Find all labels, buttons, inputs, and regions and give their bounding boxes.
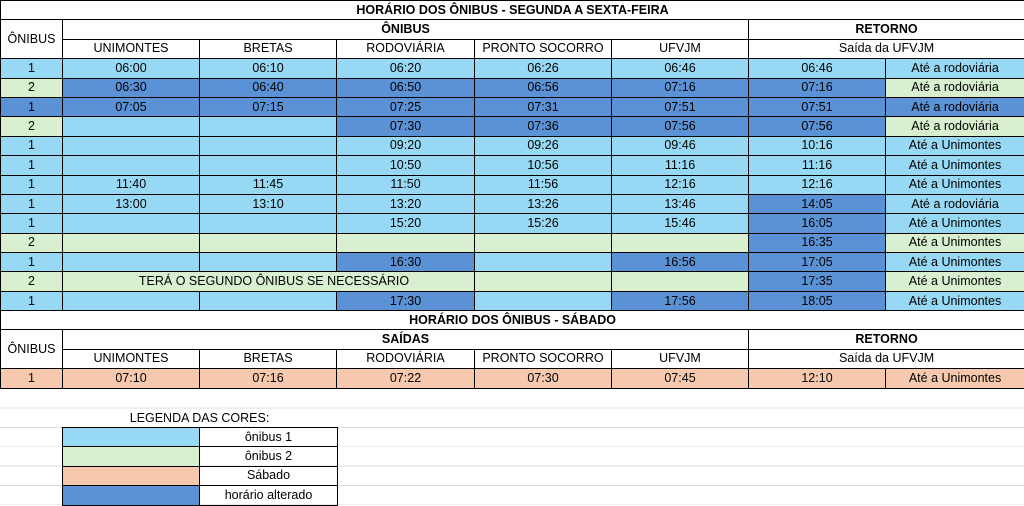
time-cell xyxy=(63,136,200,155)
col-header-bretas: BRETAS xyxy=(200,349,337,368)
destination-cell: Até a rodoviária xyxy=(886,78,1024,97)
time-cell: 13:46 xyxy=(612,194,749,213)
time-cell: 11:50 xyxy=(337,175,475,194)
time-cell: 17:56 xyxy=(612,291,749,310)
table-row xyxy=(1,175,1024,194)
return-time-cell: 12:16 xyxy=(749,175,886,194)
time-cell: 07:31 xyxy=(475,97,612,116)
time-cell: 16:56 xyxy=(612,253,749,272)
table-row xyxy=(1,194,1024,213)
saturday-schedule-table xyxy=(0,310,1024,389)
destination-cell: Até a Unimontes xyxy=(886,291,1024,310)
table-row xyxy=(1,272,1024,291)
time-cell: 07:51 xyxy=(612,97,749,116)
legend-label: ônibus 2 xyxy=(200,447,338,466)
col-header-ufvjm: UFVJM xyxy=(612,39,749,58)
legend-label: horário alterado xyxy=(200,486,338,505)
time-cell: 11:16 xyxy=(612,156,749,175)
return-time-cell: 10:16 xyxy=(749,136,886,155)
bus-cell: 1 xyxy=(1,369,63,388)
return-time-cell: 14:05 xyxy=(749,194,886,213)
time-cell xyxy=(475,233,612,252)
destination-cell: Até a Unimontes xyxy=(886,214,1024,233)
bus-cell: 1 xyxy=(1,59,63,78)
col-header-saida-ufvjm: Saída da UFVJM xyxy=(749,39,1024,58)
time-cell xyxy=(475,272,612,291)
destination-cell: Até a rodoviária xyxy=(886,97,1024,116)
return-time-cell: 16:05 xyxy=(749,214,886,233)
time-cell xyxy=(63,291,200,310)
time-cell xyxy=(63,156,200,175)
legend-swatch-alterado xyxy=(63,486,200,505)
color-legend xyxy=(62,427,338,506)
time-cell xyxy=(475,291,612,310)
time-cell xyxy=(63,253,200,272)
time-cell: 07:36 xyxy=(475,117,612,136)
col-header-unimontes: UNIMONTES xyxy=(63,39,200,58)
legend-item xyxy=(63,466,338,485)
table-row xyxy=(1,253,1024,272)
time-cell xyxy=(200,214,337,233)
legend-title: LEGENDA DAS CORES: xyxy=(62,409,337,427)
time-cell: 12:16 xyxy=(612,175,749,194)
bus-cell: 1 xyxy=(1,156,63,175)
time-cell: 10:50 xyxy=(337,156,475,175)
time-cell: 09:26 xyxy=(475,136,612,155)
bus-cell: 1 xyxy=(1,214,63,233)
return-time-cell: 16:35 xyxy=(749,233,886,252)
legend-item xyxy=(63,447,338,466)
time-cell: 11:45 xyxy=(200,175,337,194)
time-cell xyxy=(200,253,337,272)
destination-cell: Até a Unimontes xyxy=(886,272,1024,291)
retorno-header: RETORNO xyxy=(749,20,1024,39)
return-time-cell: 07:56 xyxy=(749,117,886,136)
time-cell xyxy=(200,291,337,310)
weekday-title: HORÁRIO DOS ÔNIBUS - SEGUNDA A SEXTA-FEIRA xyxy=(1,1,1024,20)
table-row xyxy=(1,78,1024,97)
bus-cell: 2 xyxy=(1,272,63,291)
return-time-cell: 07:51 xyxy=(749,97,886,116)
time-cell: 07:30 xyxy=(337,117,475,136)
time-cell: 06:10 xyxy=(200,59,337,78)
return-time-cell: 07:16 xyxy=(749,78,886,97)
destination-cell: Até a rodoviária xyxy=(886,194,1024,213)
time-cell: 09:20 xyxy=(337,136,475,155)
table-row xyxy=(1,369,1024,388)
time-cell: 10:56 xyxy=(475,156,612,175)
time-cell: 07:05 xyxy=(63,97,200,116)
legend-swatch-sabado xyxy=(63,466,200,485)
bus-cell: 2 xyxy=(1,117,63,136)
time-cell: 07:10 xyxy=(63,369,200,388)
bus-cell: 1 xyxy=(1,97,63,116)
time-cell: 17:30 xyxy=(337,291,475,310)
col-header-pronto-socorro: PRONTO SOCORRO xyxy=(475,39,612,58)
time-cell: 11:40 xyxy=(63,175,200,194)
retorno-header: RETORNO xyxy=(749,330,1024,349)
time-cell: 06:26 xyxy=(475,59,612,78)
onibus-header: ÔNIBUS xyxy=(1,330,63,369)
destination-cell: Até a Unimontes xyxy=(886,136,1024,155)
time-cell: 13:00 xyxy=(63,194,200,213)
return-time-cell: 06:46 xyxy=(749,59,886,78)
table-row xyxy=(1,233,1024,252)
time-cell: 06:20 xyxy=(337,59,475,78)
destination-cell: Até a rodoviária xyxy=(886,117,1024,136)
time-cell: 15:26 xyxy=(475,214,612,233)
time-cell: 06:30 xyxy=(63,78,200,97)
time-cell: 06:40 xyxy=(200,78,337,97)
legend-item xyxy=(63,486,338,505)
table-row xyxy=(1,59,1024,78)
time-cell: 15:46 xyxy=(612,214,749,233)
time-cell: 07:22 xyxy=(337,369,475,388)
time-cell: 07:15 xyxy=(200,97,337,116)
table-row xyxy=(1,117,1024,136)
destination-cell: Até a Unimontes xyxy=(886,369,1024,388)
time-cell xyxy=(63,117,200,136)
time-cell xyxy=(63,214,200,233)
time-cell xyxy=(200,136,337,155)
time-cell: 07:56 xyxy=(612,117,749,136)
bus-cell: 1 xyxy=(1,253,63,272)
legend-swatch-onibus2 xyxy=(63,447,200,466)
col-header-pronto-socorro: PRONTO SOCORRO xyxy=(475,349,612,368)
bus-cell: 1 xyxy=(1,175,63,194)
col-header-bretas: BRETAS xyxy=(200,39,337,58)
time-cell xyxy=(200,233,337,252)
col-header-rodoviaria: RODOVIÁRIA xyxy=(337,349,475,368)
time-cell: 09:46 xyxy=(612,136,749,155)
time-cell xyxy=(337,233,475,252)
time-cell: 06:00 xyxy=(63,59,200,78)
col-header-ufvjm: UFVJM xyxy=(612,349,749,368)
destination-cell: Até a rodoviária xyxy=(886,59,1024,78)
time-cell xyxy=(200,117,337,136)
table-row xyxy=(1,136,1024,155)
col-header-rodoviaria: RODOVIÁRIA xyxy=(337,39,475,58)
destination-cell: Até a Unimontes xyxy=(886,175,1024,194)
destination-cell: Até a Unimontes xyxy=(886,253,1024,272)
table-row xyxy=(1,291,1024,310)
return-time-cell: 12:10 xyxy=(749,369,886,388)
time-cell: 06:50 xyxy=(337,78,475,97)
time-cell: 07:16 xyxy=(612,78,749,97)
time-cell: 07:16 xyxy=(200,369,337,388)
return-time-cell: 17:05 xyxy=(749,253,886,272)
saidas-header: SAÍDAS xyxy=(63,330,749,349)
time-cell xyxy=(612,233,749,252)
col-header-saida-ufvjm: Saída da UFVJM xyxy=(749,349,1024,368)
time-cell: 13:10 xyxy=(200,194,337,213)
onibus-header: ÔNIBUS xyxy=(1,20,63,59)
onibus-group-header: ÔNIBUS xyxy=(63,20,749,39)
table-row xyxy=(1,214,1024,233)
bus-cell: 2 xyxy=(1,233,63,252)
col-header-unimontes: UNIMONTES xyxy=(63,349,200,368)
time-cell: 07:25 xyxy=(337,97,475,116)
time-cell xyxy=(63,233,200,252)
destination-cell: Até a Unimontes xyxy=(886,156,1024,175)
bus-cell: 1 xyxy=(1,194,63,213)
time-cell: 06:56 xyxy=(475,78,612,97)
saturday-title: HORÁRIO DOS ÔNIBUS - SÁBADO xyxy=(1,311,1024,330)
return-time-cell: 17:35 xyxy=(749,272,886,291)
time-cell xyxy=(612,272,749,291)
time-cell xyxy=(200,156,337,175)
legend-swatch-onibus1 xyxy=(63,428,200,447)
table-row xyxy=(1,156,1024,175)
second-bus-note: TERÁ O SEGUNDO ÔNIBUS SE NECESSÁRIO xyxy=(63,272,475,291)
time-cell: 07:30 xyxy=(475,369,612,388)
bus-cell: 1 xyxy=(1,136,63,155)
time-cell: 07:45 xyxy=(612,369,749,388)
time-cell: 06:46 xyxy=(612,59,749,78)
time-cell: 16:30 xyxy=(337,253,475,272)
time-cell xyxy=(475,253,612,272)
legend-label: ônibus 1 xyxy=(200,428,338,447)
bus-cell: 2 xyxy=(1,78,63,97)
destination-cell: Até a Unimontes xyxy=(886,233,1024,252)
time-cell: 13:20 xyxy=(337,194,475,213)
return-time-cell: 11:16 xyxy=(749,156,886,175)
time-cell: 11:56 xyxy=(475,175,612,194)
time-cell: 13:26 xyxy=(475,194,612,213)
bus-cell: 1 xyxy=(1,291,63,310)
legend-label: Sábado xyxy=(200,466,338,485)
table-row xyxy=(1,97,1024,116)
time-cell: 15:20 xyxy=(337,214,475,233)
return-time-cell: 18:05 xyxy=(749,291,886,310)
legend-item xyxy=(63,428,338,447)
